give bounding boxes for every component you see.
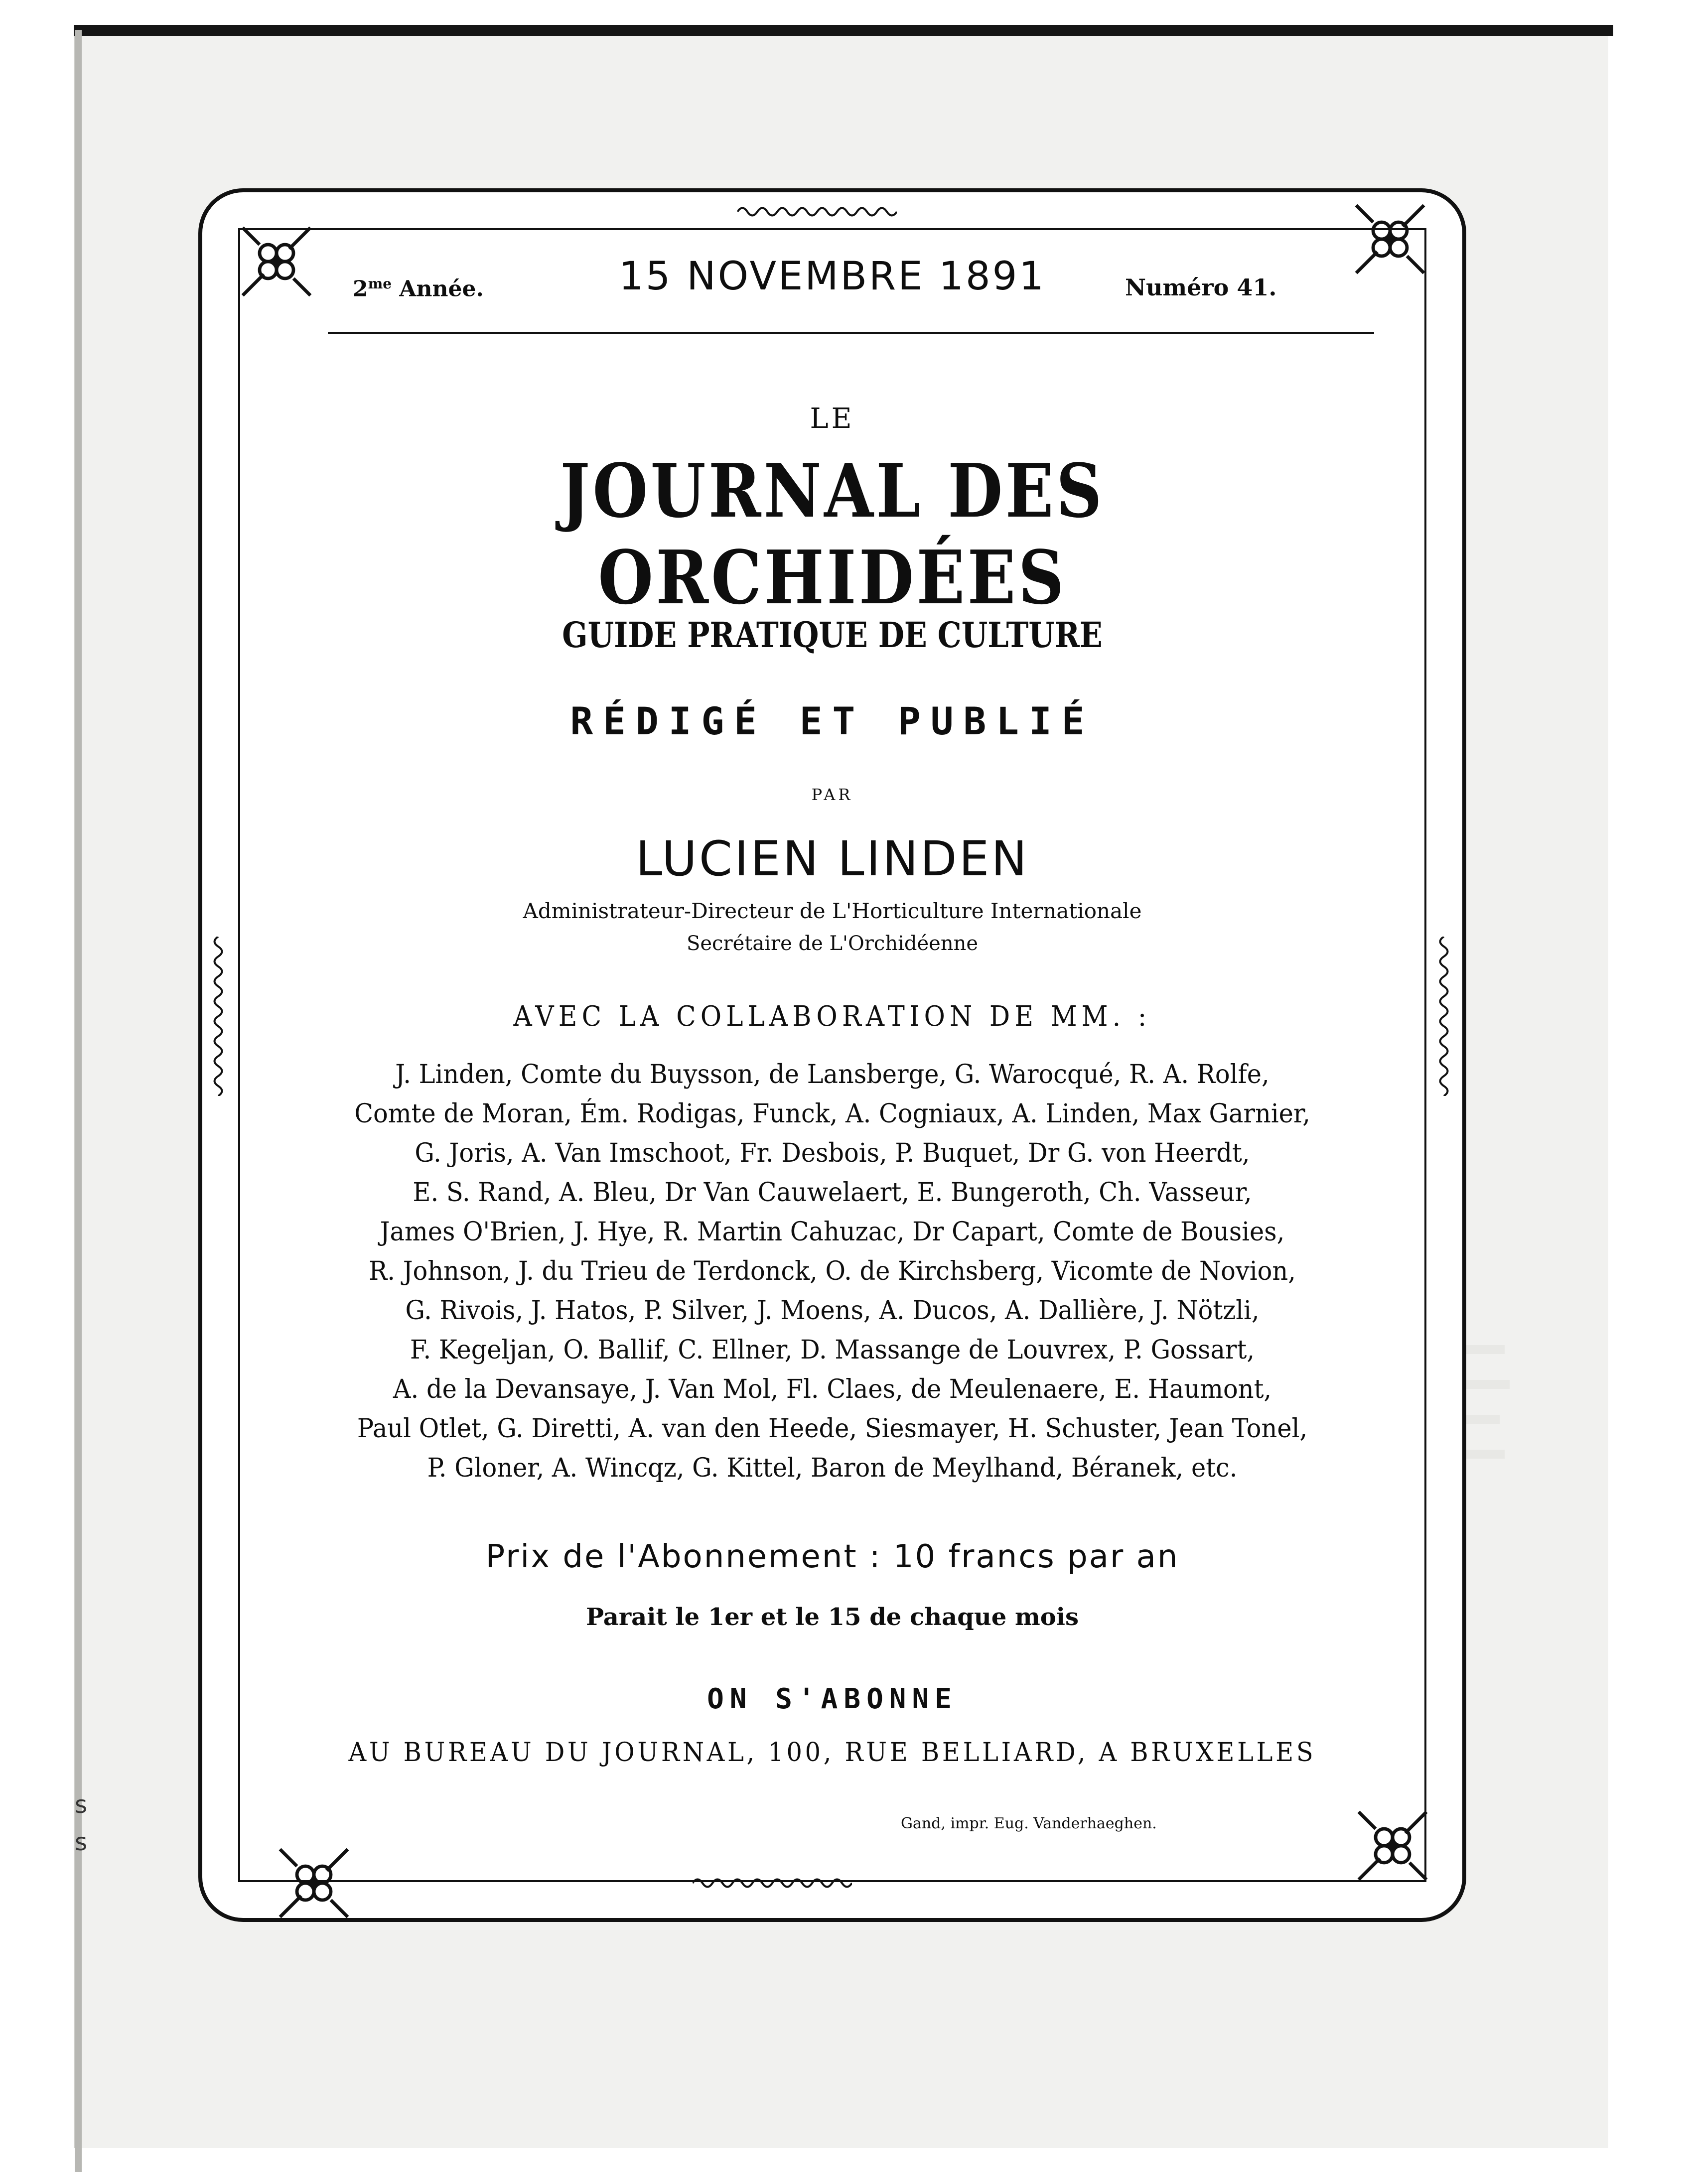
margin-letter: s <box>75 1791 88 1819</box>
subscription-price: Prix de l'Abonnement : 10 francs par an <box>485 1538 1179 1575</box>
collaborators-line: J. Linden, Comte du Buysson, de Lansberge, G. Warocqué, R. A. Rolfe, <box>395 1060 1269 1090</box>
printer-credit: Gand, impr. Eug. Vanderhaeghen. <box>901 1815 1157 1832</box>
author-name: LUCIEN LINDEN <box>635 831 1029 887</box>
collaborators-line: Paul Otlet, G. Diretti, A. van den Heede, Siesmayer, H. Schuster, Jean Tonel, <box>357 1414 1308 1444</box>
subscribe-address: AU BUREAU DU JOURNAL, 100, RUE BELLIARD, A BRUXELLES <box>348 1738 1316 1768</box>
par-line: PAR <box>811 785 853 804</box>
wave-ornament-right <box>1434 937 1454 1096</box>
collaborators-list <box>296 1055 1369 1488</box>
collaborators-line: R. Johnson, J. du Trieu de Terdonck, O. de Kirchsberg, Vicomte de Novion, <box>369 1256 1296 1286</box>
collaborators-line: A. de la Devansaye, J. Van Mol, Fl. Claes, de Meulenaere, E. Haumont, <box>393 1374 1272 1404</box>
subscribe-heading: ON S'ABONNE <box>707 1683 958 1715</box>
issue-year: $2^{me}$ Année. <box>353 275 484 302</box>
notice-content <box>238 228 1426 1882</box>
collaborators-line: E. S. Rand, A. Bleu, Dr Van Cauwelaert, E. Bungeroth, Ch. Vasseur, <box>413 1178 1252 1208</box>
author-role: Administrateur-Directeur de L'Horticulture Internationale <box>523 899 1142 923</box>
collaborators-line: James O'Brien, J. Hye, R. Martin Cahuzac, Dr Capart, Comte de Bousies, <box>380 1217 1285 1247</box>
header-rule <box>328 332 1374 334</box>
collaborators-line: G. Joris, A. Van Imschoot, Fr. Desbois, P. Buquet, Dr G. von Heerdt, <box>415 1138 1250 1168</box>
wave-ornament-top <box>737 202 897 222</box>
title-article: LE <box>810 403 855 435</box>
collaboration-heading: AVEC LA COLLABORATION DE MM. : <box>513 1000 1151 1033</box>
journal-subtitle: GUIDE PRATIQUE DE CULTURE <box>562 614 1103 656</box>
collaborators-line: F. Kegeljan, O. Ballif, C. Ellner, D. Massange de Louvrex, P. Gossart, <box>410 1335 1255 1365</box>
author-role-secondary: Secrétaire de L'Orchidéenne <box>686 932 979 955</box>
scan-edge <box>74 25 1613 36</box>
margin-letter: s <box>75 1828 88 1856</box>
collaborators-line: P. Gloner, A. Wincqz, G. Kittel, Baron de Meylhand, Béranek, etc. <box>427 1453 1238 1483</box>
journal-title: JOURNAL DES ORCHIDÉES <box>560 447 1105 621</box>
publication-frequency: Parait le 1er et le 15 de chaque mois <box>585 1603 1079 1631</box>
collaborators-line: G. Rivois, J. Hatos, P. Silver, J. Moens, A. Ducos, A. Dallière, J. Nötzli, <box>405 1296 1260 1326</box>
collaborators-line: Comte de Moran, Ém. Rodigas, Funck, A. Cogniaux, A. Linden, Max Garnier, <box>354 1099 1310 1129</box>
wave-ornament-left <box>208 937 228 1096</box>
issue-number: Numéro 41. <box>1125 274 1277 301</box>
redige-line: RÉDIGÉ ET PUBLIÉ <box>570 699 1095 743</box>
issue-date: 15 NOVEMBRE 1891 <box>619 254 1046 299</box>
